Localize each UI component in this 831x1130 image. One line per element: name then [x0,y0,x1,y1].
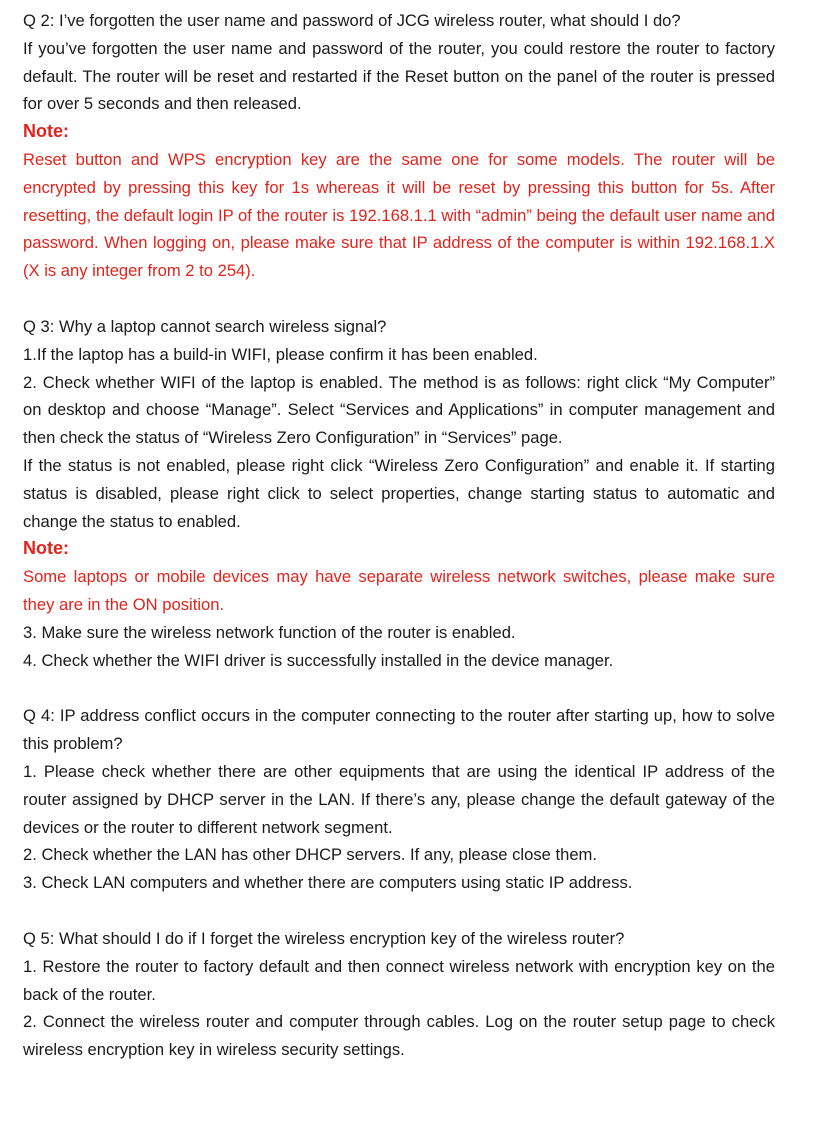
answer-paragraph: 2. Connect the wireless router and computer through cables. Log on the router setup page to check wireless encryption key in wireless security settings. [23,1012,775,1060]
answer-paragraph: 3. Make sure the wireless network function of the router is enabled. [23,622,516,642]
note-text: Some laptops or mobile devices may have separate wireless network switches, please make sure they are in the ON position. [23,567,775,614]
answer-paragraph: 4. Check whether the WIFI driver is successfully installed in the device manager. [23,650,614,670]
answer-paragraph: If you’ve forgotten the user name and password of the router, you could restore the router to factory default. The router will be reset and restarted if the Reset button on the panel of the router is pressed for over 5 seconds and then released. [23,38,775,114]
note-title: Note: [23,121,69,142]
note-text: Reset button and WPS encryption key are the same one for some models. The router will be encrypted by pressing this key for 1s whereas it will be reset by pressing this button for 5s. After resetting, the default login IP of the router is 192.168.1.1 with “admin” being the default user name and password. When logging on, please make sure that IP address of the computer is within 192.168.1.X (X is any integer from 2 to 254). [23,149,775,281]
question-heading: Q 4: IP address conflict occurs in the computer connecting to the router after starting up, how to solve this problem? [23,706,775,754]
answer-paragraph: 2. Check whether WIFI of the laptop is enabled. The method is as follows: right click “My Computer” on desktop and choose “Manage”. Select “Services and Applications” in computer management and then check the status of “Wireless Zero Configuration” in “Services” page. [23,372,775,448]
answer-paragraph: 3. Check LAN computers and whether there are computers using static IP address. [23,873,633,893]
answer-paragraph: 1. Please check whether there are other equipments that are using the identical IP address of the router assigned by DHCP server in the LAN. If there’s any, please change the default gateway of the devices or the router to different network segment. [23,761,775,837]
faq-q2-section [23,7,775,285]
faq-q4-section [23,702,775,897]
question-heading: Q 5: What should I do if I forget the wireless encryption key of the wireless router? [23,928,625,948]
faq-q5-section [23,925,775,1064]
note-title: Note: [23,538,69,559]
faq-q3-section [23,313,775,674]
answer-paragraph: 1.If the laptop has a build-in WIFI, please confirm it has been enabled. [23,344,538,364]
question-heading: Q 2: I’ve forgotten the user name and password of JCG wireless router, what should I do? [23,11,681,30]
answer-paragraph: 2. Check whether the LAN has other DHCP servers. If any, please close them. [23,845,597,865]
question-heading: Q 3: Why a laptop cannot search wireless signal? [23,316,387,336]
answer-paragraph: If the status is not enabled, please right click “Wireless Zero Configuration” and enable it. If starting status is disabled, please right click to select properties, change starting status to automatic and change the status to enabled. [23,455,775,531]
answer-paragraph: 1. Restore the router to factory default and then connect wireless network with encryption key on the back of the router. [23,956,775,1004]
